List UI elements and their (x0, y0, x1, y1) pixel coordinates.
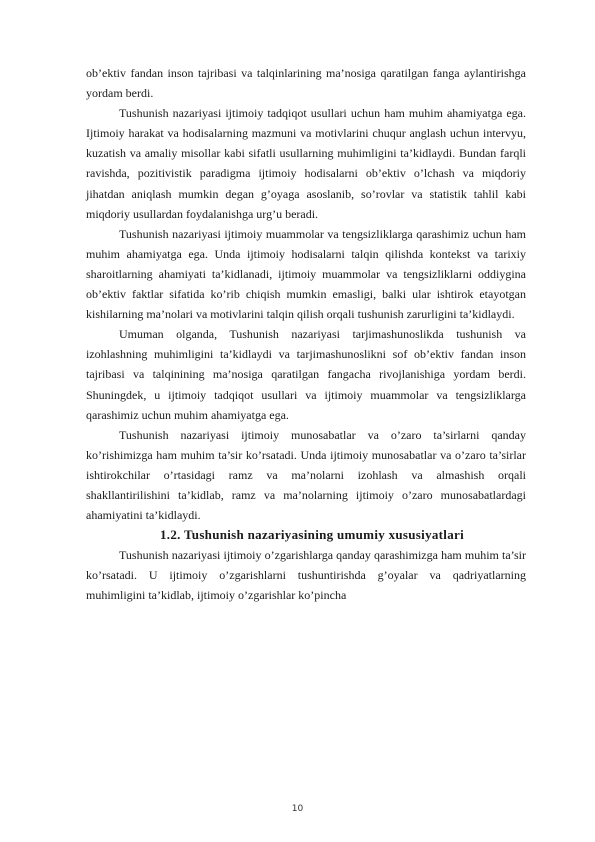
paragraph-social-relations: Tushunish nazariyasi ijtimoiy munosabatlar va o’zaro ta’sirlarni qanday ko’rishimizga ham muhim ta’sir ko’rsatadi. Unda ijtimoiy munosabatlar va o’zaro ta’sirlar ishtirokchilar o’rtasidagi ramz va ma’nolarni izohlash va almashish orqali shakllantirilishini ta’kidlab, ramz va ma’nolarning ijtimoiy o’zaro munosabatlardagi ahamiyatini ta’kidlaydi. (86, 427, 526, 523)
section-heading: 1.2. Tushunish nazariyasining umumiy xususiyatlari (160, 527, 464, 543)
document-page (86, 63, 526, 606)
paragraph-social-problems: Tushunish nazariyasi ijtimoiy muammolar va tengsizliklarga qarashimiz uchun ham muhim ahamiyatga ega. Unda ijtimoiy hodisalarni talqin qilishda kontekst va tarixiy sharoitlarning ahamiyati ta’kidlanadi, ijtimoiy muammolar va tengsizliklarni oddiygina ob’ektiv faktlar sifatida ko’rib chiqish mumkin emasligi, balki ular ishtirok etayotgan kishilarning ma’nolari va motivlarini talqin qilish orqali tushunish zarurligini ta’kidlaydi. (86, 226, 526, 322)
paragraph-continuation: ob’ektiv fandan inson tajribasi va talqinlarining ma’nosiga qaratilgan fanga aylantirishga yordam berdi. (86, 66, 526, 101)
paragraph-social-change: Tushunish nazariyasi ijtimoiy o’zgarishlarga qanday qarashimizga ham muhim ta’sir ko’rsatadi. U ijtimoiy o’zgarishlarni tushuntirishda g’oyalar va qadriyatlarning muhimligini ta’kidlab, ijtimoiy o’zgarishlar ko’pincha (86, 548, 526, 603)
paragraph-research-methods: Tushunish nazariyasi ijtimoiy tadqiqot usullari uchun ham muhim ahamiyatga ega. Ijtimoiy harakat va hodisalarning mazmuni va motivlarini chuqur anglash uchun intervyu, kuzatish va amaliy misollar kabi sifatli usullarning muhimligini ta’kidlaydi. Bundan farqli ravishda, pozitivistik paradigma ijtimoiy hodisalarni ob’ektiv o’lchash va miqdoriy jihatdan aniqlash mumkin degan g’oyaga asoslanib, so’rovlar va statistik tahlil kabi miqdoriy usullardan foydalanishga urg’u beradi. (86, 106, 526, 221)
paragraph-summary: Umuman olganda, Tushunish nazariyasi tarjimashunoslikda tushunish va izohlashning muhimligini ta’kidlaydi va tarjimashunoslikni sof ob’ektiv fandan inson tajribasi va talqinining ma’nosiga qaratilgan fangacha rivojlanishiga yordam berdi. Shuningdek, u ijtimoiy tadqiqot usullari va ijtimoiy muammolar va tengsizliklarga qarashimiz uchun muhim ahamiyatga ega. (86, 327, 526, 422)
page-number: 10 (291, 804, 304, 814)
